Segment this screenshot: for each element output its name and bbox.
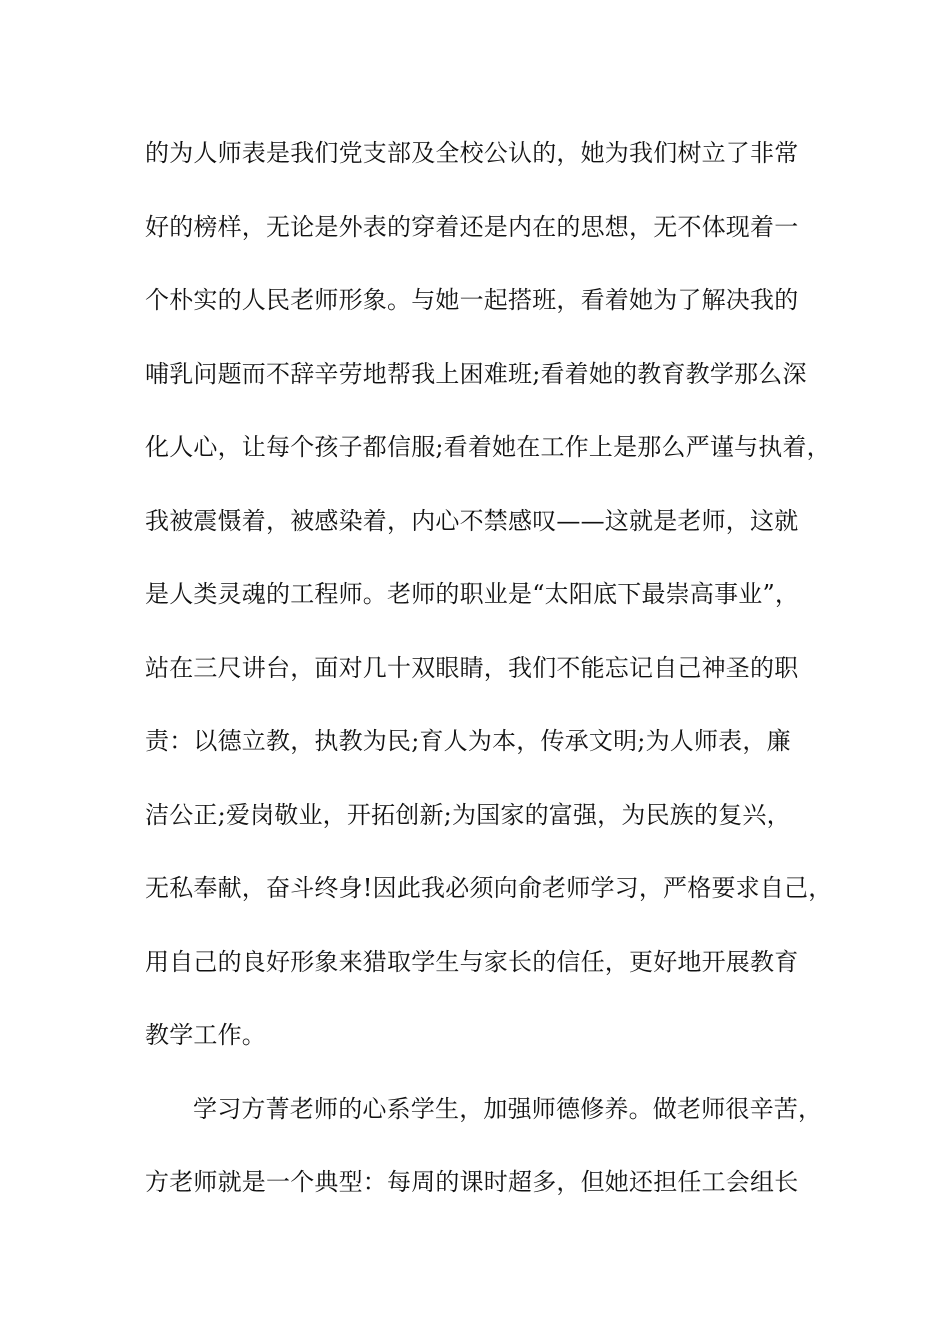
text-line: 化人心，让每个孩子都信服;看着她在工作上是那么严谨与执着， bbox=[145, 433, 831, 461]
text-line: 责：以德立教，执教为民;育人为本，传承文明;为人师表，廉 bbox=[145, 727, 791, 755]
text-line: 是人类灵魂的工程师。老师的职业是“太阳底下最崇高事业”， bbox=[145, 580, 800, 608]
text-line: 个朴实的人民老师形象。与她一起搭班，看着她为了解决我的 bbox=[145, 286, 799, 314]
text-line: 站在三尺讲台，面对几十双眼睛，我们不能忘记自己神圣的职 bbox=[145, 653, 799, 682]
text-line: 好的榜样，无论是外表的穿着还是内在的思想，无不体现着一 bbox=[145, 212, 799, 241]
text-line: 的为人师表是我们党支部及全校公认的，她为我们树立了非常 bbox=[145, 139, 799, 167]
text-line: 无私奉献，奋斗终身!因此我必须向俞老师学习，严格要求自己， bbox=[145, 874, 833, 902]
text-line: 洁公正;爱岗敬业，开拓创新;为国家的富强，为民族的复兴， bbox=[145, 800, 791, 829]
text-line: 我被震慑着，被感染着，内心不禁感叹——这就是老师，这就 bbox=[145, 506, 799, 535]
text-line: 方老师就是一个典型：每周的课时超多，但她还担任工会组长 bbox=[145, 1168, 799, 1196]
text-line: 哺乳问题而不辞辛劳地帮我上困难班;看着她的教育教学那么深 bbox=[145, 359, 807, 388]
text-line: 教学工作。 bbox=[145, 1021, 266, 1049]
paragraph-start-line: 学习方菁老师的心系学生，加强师德修养。做老师很辛苦， bbox=[193, 1094, 823, 1123]
text-line: 用自己的良好形象来猎取学生与家长的信任，更好地开展教育 bbox=[145, 947, 799, 976]
body-text bbox=[145, 128, 833, 1231]
